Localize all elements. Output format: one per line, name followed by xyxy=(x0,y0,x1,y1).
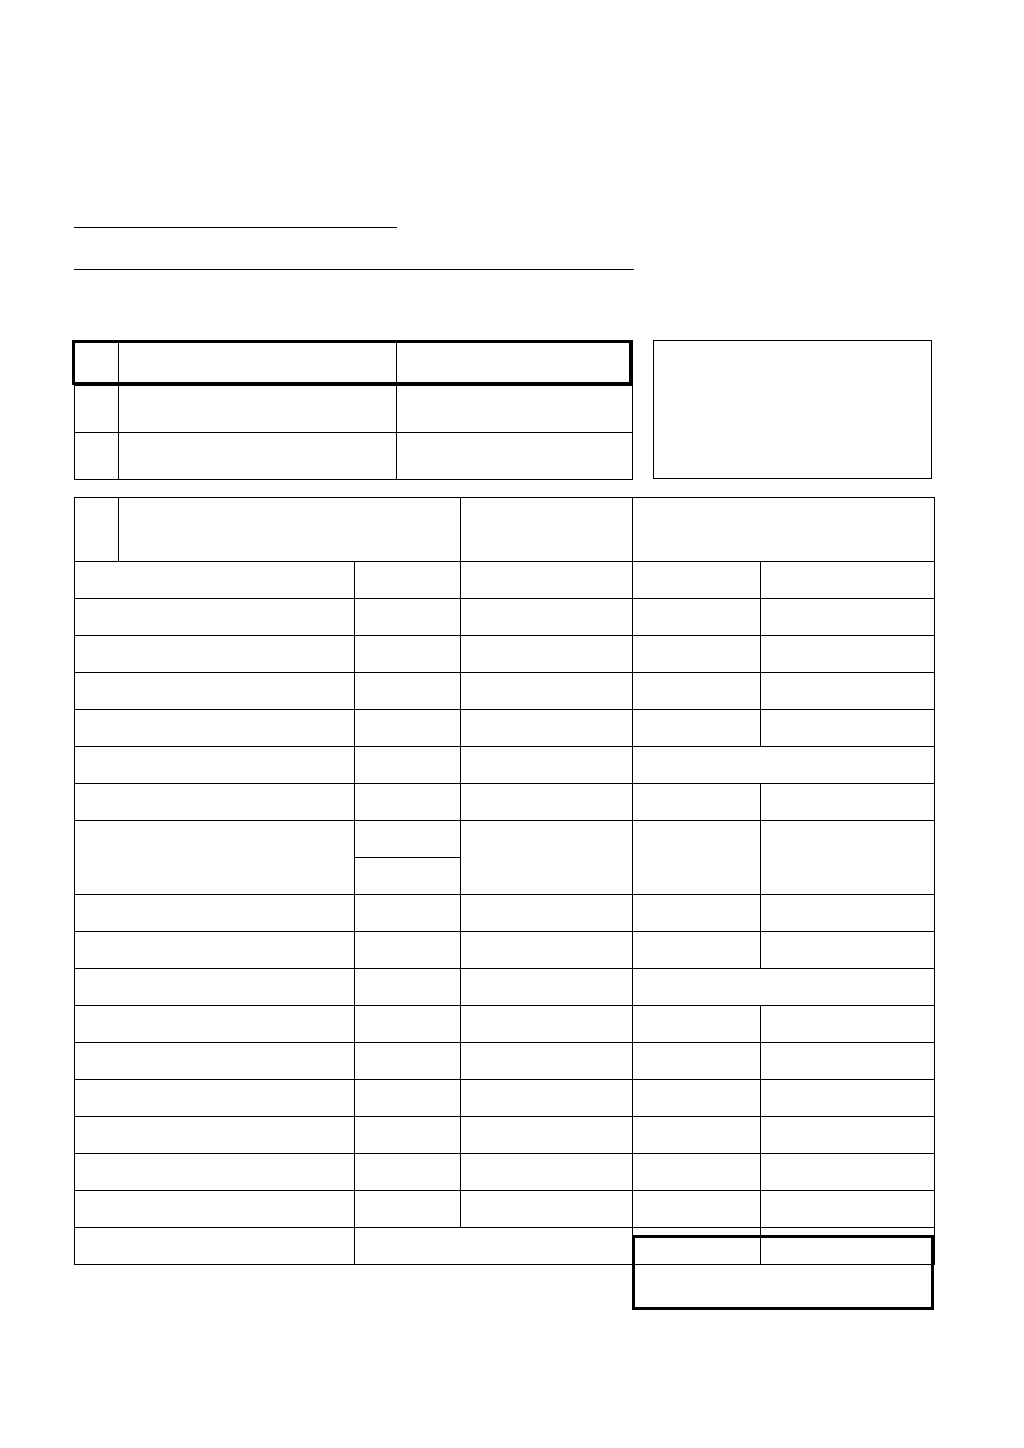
funding-label xyxy=(633,1191,761,1228)
cost-value xyxy=(461,747,633,784)
funding-value xyxy=(761,1043,935,1080)
cost-value xyxy=(461,858,633,895)
funding-value xyxy=(761,1080,935,1117)
cost-label xyxy=(75,1117,355,1154)
cost-value xyxy=(461,599,633,636)
cost-row xyxy=(75,599,935,636)
funding-label xyxy=(633,1006,761,1043)
funding-value xyxy=(761,821,935,858)
cost-row xyxy=(75,858,935,895)
cost-payee xyxy=(355,710,461,747)
cost-value xyxy=(461,1154,633,1191)
cost-payee xyxy=(355,1154,461,1191)
summary-label xyxy=(119,433,397,480)
funding-label xyxy=(633,858,761,895)
summary-label xyxy=(119,386,397,433)
funding-label xyxy=(633,673,761,710)
summary-row xyxy=(75,386,633,433)
cost-value xyxy=(461,1191,633,1228)
cost-label xyxy=(75,599,355,636)
cost-label xyxy=(75,747,355,784)
cost-label xyxy=(75,710,355,747)
cost-value xyxy=(461,784,633,821)
cost-payee xyxy=(355,969,461,1006)
funding-value xyxy=(761,599,935,636)
cost-label xyxy=(75,858,355,895)
cost-value xyxy=(461,969,633,1006)
cost-label xyxy=(75,895,355,932)
summary-value xyxy=(397,433,633,480)
cost-value xyxy=(461,562,633,599)
cost-label xyxy=(75,673,355,710)
cost-value xyxy=(461,1006,633,1043)
memo-box xyxy=(653,340,932,479)
cost-row xyxy=(75,710,935,747)
funding-value xyxy=(761,784,935,821)
funding-label xyxy=(633,784,761,821)
funding-label xyxy=(633,1080,761,1117)
cost-value xyxy=(461,1117,633,1154)
cost-payee xyxy=(355,636,461,673)
funding-label xyxy=(633,1154,761,1191)
cost-row xyxy=(75,1191,935,1228)
summary-num xyxy=(75,386,119,433)
costs-header-row xyxy=(75,498,935,562)
cost-row xyxy=(75,747,935,784)
customer-underline xyxy=(74,227,397,228)
cost-label xyxy=(75,636,355,673)
cost-label xyxy=(75,821,355,858)
cost-row xyxy=(75,1154,935,1191)
cost-row xyxy=(75,1117,935,1154)
funding-label xyxy=(633,710,761,747)
cost-label xyxy=(75,784,355,821)
funding-value xyxy=(761,932,935,969)
cost-row xyxy=(75,784,935,821)
cost-label xyxy=(75,969,355,1006)
funding-section-header xyxy=(633,747,935,784)
cost-payee xyxy=(355,858,461,895)
cost-payee xyxy=(355,932,461,969)
grand-total-label xyxy=(75,1228,355,1265)
cost-value xyxy=(461,1080,633,1117)
funding-label xyxy=(633,599,761,636)
funding-plan-table xyxy=(74,497,935,1265)
summary-row xyxy=(75,433,633,480)
funding-label xyxy=(633,1043,761,1080)
funding-header xyxy=(633,498,935,562)
cost-payee xyxy=(355,599,461,636)
cost-row xyxy=(75,562,935,599)
cost-row xyxy=(75,895,935,932)
cost-value xyxy=(461,932,633,969)
funding-label xyxy=(633,932,761,969)
cost-payee xyxy=(355,784,461,821)
cost-row xyxy=(75,1080,935,1117)
cost-payee xyxy=(355,1191,461,1228)
funding-value xyxy=(761,673,935,710)
cost-row xyxy=(75,673,935,710)
price-highlight-border xyxy=(72,340,632,385)
cost-value xyxy=(461,1043,633,1080)
cost-label xyxy=(75,1043,355,1080)
cost-label xyxy=(75,562,355,599)
cost-label xyxy=(75,1191,355,1228)
funding-value xyxy=(761,1191,935,1228)
funding-value xyxy=(761,1117,935,1154)
funding-label xyxy=(633,821,761,858)
costs-total-value xyxy=(461,498,633,562)
costs-total-label xyxy=(119,498,461,562)
property-underline xyxy=(74,269,634,270)
cost-payee xyxy=(355,1043,461,1080)
funding-value xyxy=(761,895,935,932)
cost-payee xyxy=(355,1080,461,1117)
funding-value xyxy=(761,1006,935,1043)
summary-num xyxy=(75,433,119,480)
cost-value xyxy=(461,673,633,710)
repayment-highlight-border xyxy=(632,1235,934,1310)
funding-label xyxy=(633,562,761,599)
funding-section-header xyxy=(633,969,935,1006)
cost-row xyxy=(75,821,935,858)
cost-payee xyxy=(355,821,461,858)
cost-value xyxy=(461,821,633,858)
cost-row xyxy=(75,1043,935,1080)
cost-row xyxy=(75,932,935,969)
cost-payee xyxy=(355,562,461,599)
funding-label xyxy=(633,895,761,932)
cost-payee xyxy=(355,673,461,710)
funding-value xyxy=(761,562,935,599)
cost-label xyxy=(75,932,355,969)
cost-value xyxy=(461,636,633,673)
cost-label xyxy=(75,1154,355,1191)
summary-value xyxy=(397,386,633,433)
cost-value xyxy=(461,710,633,747)
cost-row xyxy=(75,1006,935,1043)
costs-num xyxy=(75,498,119,562)
cost-row xyxy=(75,969,935,1006)
funding-label xyxy=(633,1117,761,1154)
funding-value xyxy=(761,710,935,747)
funding-label xyxy=(633,636,761,673)
funding-value xyxy=(761,1154,935,1191)
cost-payee xyxy=(355,1006,461,1043)
cost-value xyxy=(461,895,633,932)
cost-payee xyxy=(355,1117,461,1154)
funding-value xyxy=(761,636,935,673)
cost-row xyxy=(75,636,935,673)
cost-label xyxy=(75,1006,355,1043)
cost-payee xyxy=(355,747,461,784)
cost-payee xyxy=(355,895,461,932)
funding-value xyxy=(761,858,935,895)
grand-total-value xyxy=(355,1228,633,1265)
cost-label xyxy=(75,1080,355,1117)
